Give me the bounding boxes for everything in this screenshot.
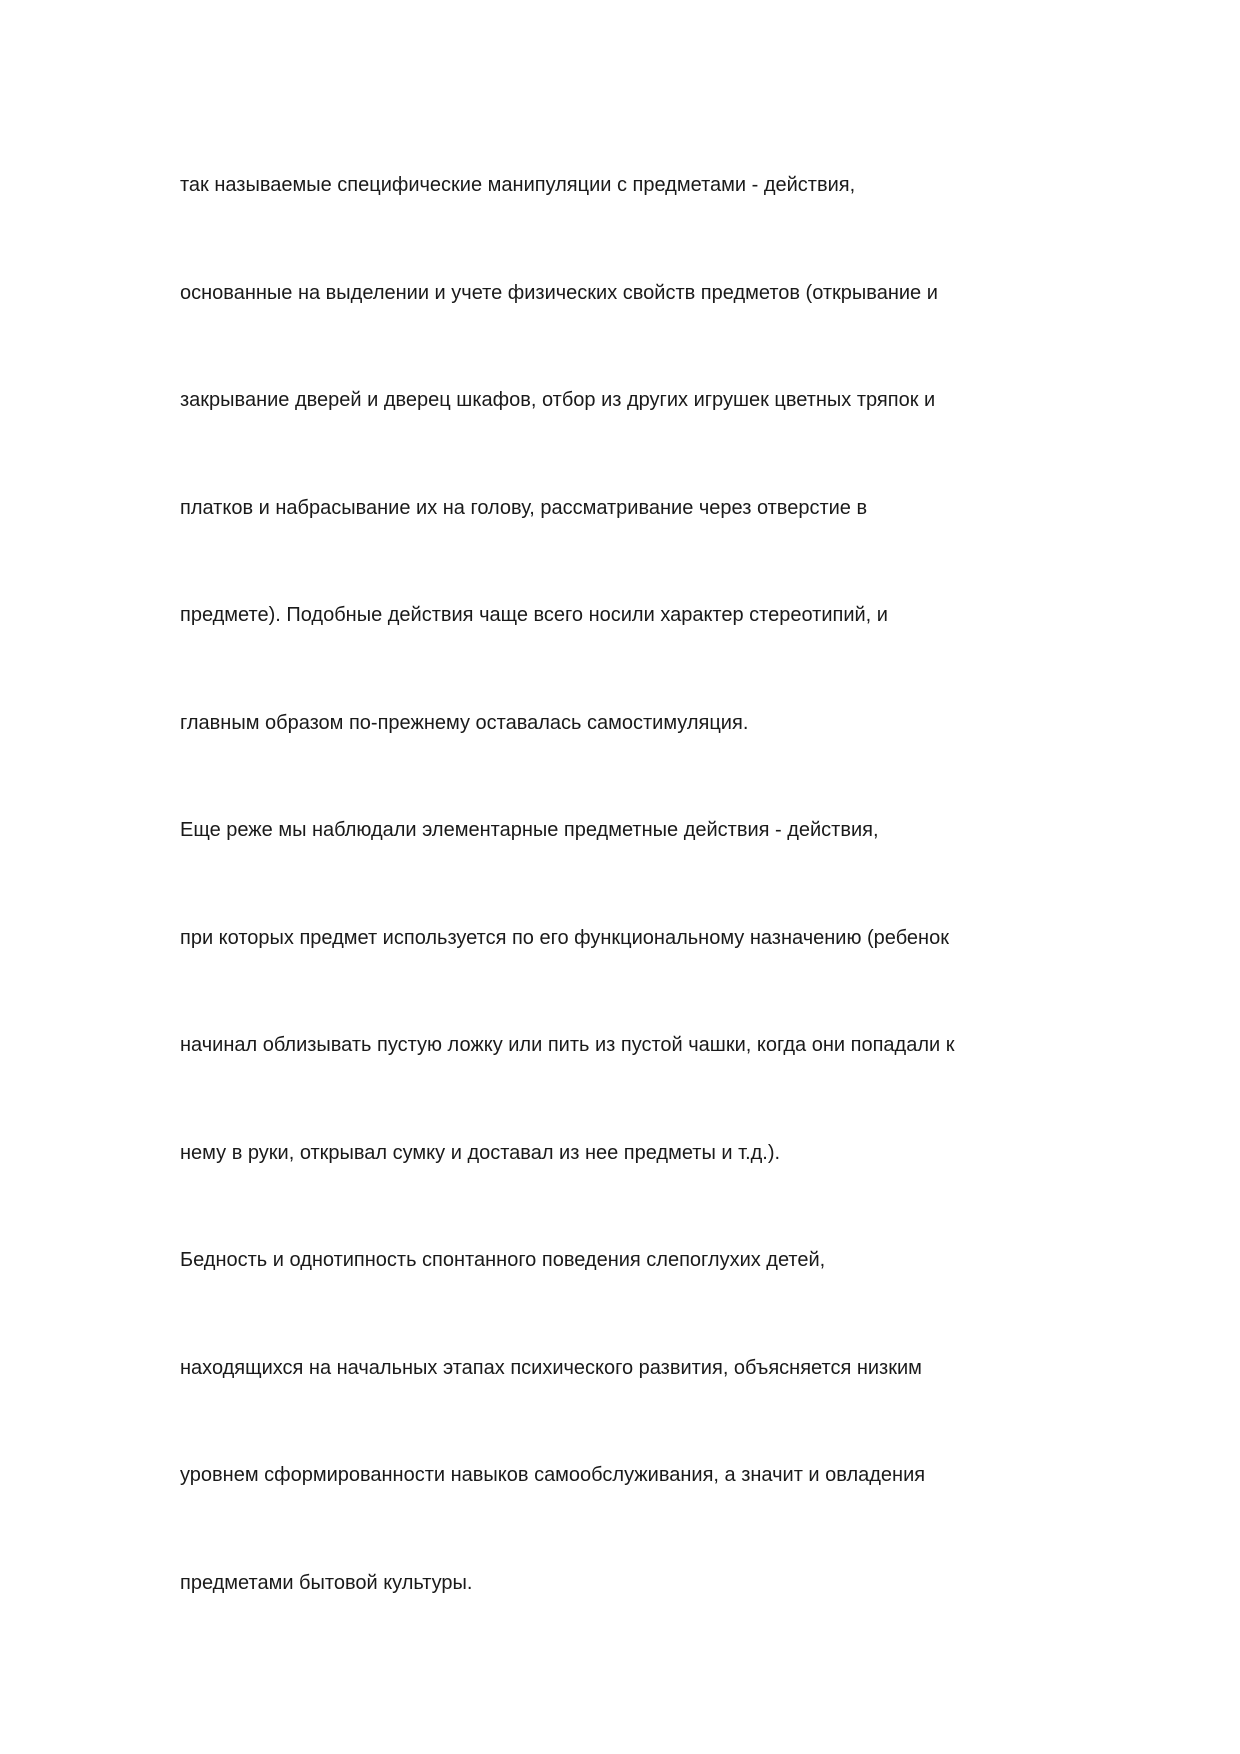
text-line-5: предмете). Подобные действия чаще всего носили характер стереотипий, и bbox=[180, 604, 888, 626]
text-line-4: платков и набрасывание их на голову, рассматривание через отверстие в bbox=[180, 496, 868, 519]
text-line-14: предметами бытовой культуры. bbox=[180, 1571, 473, 1594]
body-text bbox=[180, 173, 1080, 1678]
text-line-13: уровнем сформированности навыков самообслуживания, а значит и овладения bbox=[180, 1464, 926, 1486]
text-line-6: главным образом по-прежнему оставалась самостимуляция. bbox=[180, 711, 749, 734]
text-line-11: Бедность и однотипность спонтанного поведения слепоглухих детей, bbox=[180, 1249, 826, 1271]
text-line-7: Еще реже мы наблюдали элементарные предметные действия - действия, bbox=[180, 819, 879, 841]
text-line-3: закрывание дверей и дверец шкафов, отбор из других игрушек цветных тряпок и bbox=[180, 389, 936, 411]
text-line-2: основанные на выделении и учете физических свойств предметов (открывание и bbox=[180, 281, 938, 304]
text-line-1: так называемые специфические манипуляции с предметами - действия, bbox=[180, 174, 856, 196]
text-line-9: начинал облизывать пустую ложку или пить из пустой чашки, когда они попадали к bbox=[180, 1034, 955, 1056]
text-line-12: находящихся на начальных этапах психического развития, объясняется низким bbox=[180, 1356, 922, 1379]
text-line-10: нему в руки, открывал сумку и доставал из нее предметы и т.д.). bbox=[180, 1141, 781, 1164]
text-line-8: при которых предмет используется по его функциональному назначению (ребенок bbox=[180, 926, 949, 949]
